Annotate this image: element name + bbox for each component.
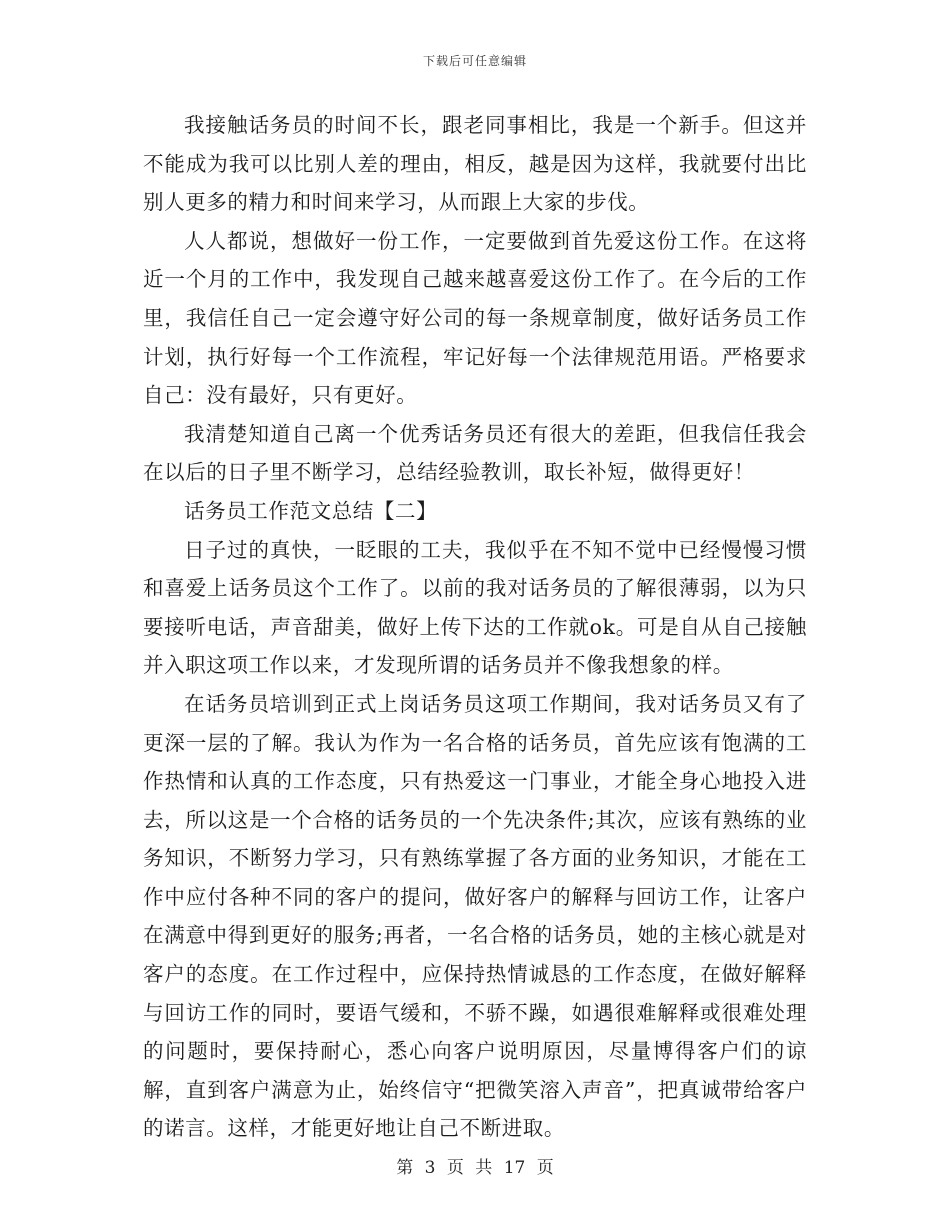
paragraph-3: 我清楚知道自己离一个优秀话务员还有很大的差距，但我信任我会在以后的日子里不断学习，总结经验教训，取长补短，做得更好！ xyxy=(143,421,807,485)
paragraph-4: 日子过的真快，一眨眼的工夫，我似乎在不知不觉中已经慢慢习惯和喜爱上话务员这个工作了。以前的我对话务员的了解很薄弱，以为只要接听电话，声音甜美，做好上传下达的工作就ok。可是自从自己接触并入职这项工作以来，才发现所谓的话务员并不像我想象的样。 xyxy=(143,537,807,678)
document-body xyxy=(143,106,807,1148)
section-heading: 话务员工作范文总结【二】 xyxy=(184,498,438,523)
page-header: 下载后可任意编辑 xyxy=(422,54,527,68)
page-footer: 第 3 页 共 17 页 xyxy=(396,1158,554,1178)
paragraph-1: 我接触话务员的时间不长，跟老同事相比，我是一个新手。但这并不能成为我可以比别人差的理由，相反，越是因为这样，我就要付出比别人更多的精力和时间来学习，从而跟上大家的步伐。 xyxy=(143,113,807,215)
paragraph-5: 在话务员培训到正式上岗话务员这项工作期间，我对话务员又有了更深一层的了解。我认为作为一名合格的话务员，首先应该有饱满的工作热情和认真的工作态度，只有热爱这一门事业，才能全身心地投入进去，所以这是一个合格的话务员的一个先决条件;其次，应该有熟练的业务知识，不断努力学习，只有熟练掌握了各方面的业务知识，才能在工作中应付各种不同的客户的提问，做好客户的解释与回访工作，让客户在满意中得到更好的服务;再者，一名合格的话务员，她的主核心就是对客户的态度。在工作过程中，应保持热情诚恳的工作态度，在做好解释与回访工作的同时，要语气缓和，不骄不躁，如遇很难解释或很难处理的问题时，要保持耐心，悉心向客户说明原因，尽量博得客户们的谅解，直到客户满意为止，始终信守“把微笑溶入声音”，把真诚带给客户的诺言。这样，才能更好地让自己不断进取。 xyxy=(143,691,807,1141)
paragraph-2: 人人都说，想做好一份工作，一定要做到首先爱这份工作。在这将近一个月的工作中，我发现自己越来越喜爱这份工作了。在今后的工作里，我信任自己一定会遵守好公司的每一条规章制度，做好话务员工作计划，执行好每一个工作流程，牢记好每一个法律规范用语。严格要求自己：没有最好，只有更好。 xyxy=(143,228,807,408)
